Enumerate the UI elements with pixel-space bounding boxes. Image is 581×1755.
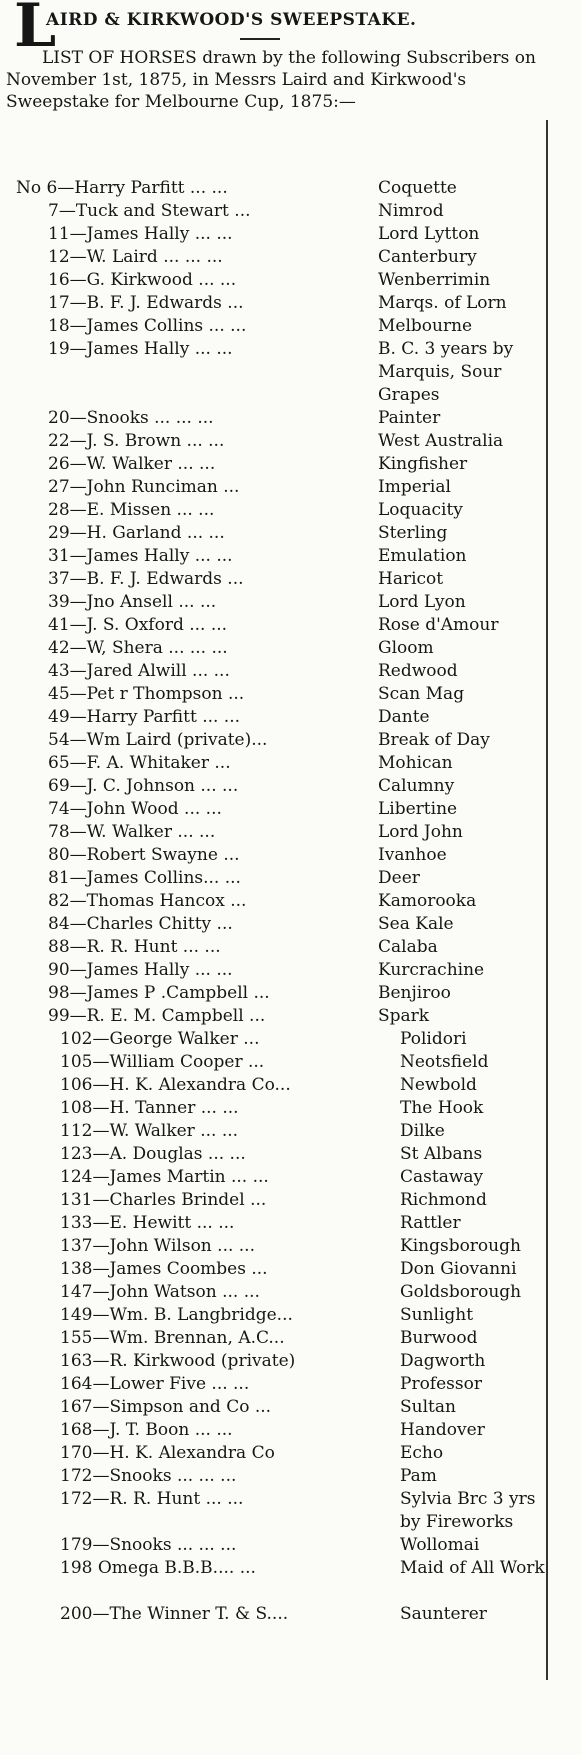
subscriber-name: No 6—Harry Parfitt ... ...	[16, 178, 228, 198]
subscriber-name: 80—Robert Swayne ...	[48, 845, 240, 865]
subscriber-name: 7—Tuck and Stewart ...	[48, 201, 251, 221]
horse-name: Pam	[400, 1466, 437, 1486]
list-item	[0, 982, 548, 1005]
horse-name: Maid of All Work	[400, 1558, 545, 1578]
list-item	[0, 1603, 548, 1626]
horse-name: Burwood	[400, 1328, 478, 1348]
list-item	[0, 660, 548, 683]
list-item	[0, 1281, 548, 1304]
subscriber-name: 42—W, Shera ... ... ...	[48, 638, 228, 658]
subscriber-name: 20—Snooks ... ... ...	[48, 408, 214, 428]
list-item	[0, 1396, 548, 1419]
horse-name: Deer	[378, 868, 420, 888]
entries-list	[0, 177, 548, 1626]
horse-name: Lord John	[378, 822, 463, 842]
horse-name: Libertine	[378, 799, 458, 819]
list-item	[0, 798, 548, 821]
list-item	[0, 246, 548, 269]
horse-name: Spark	[378, 1006, 430, 1026]
subscriber-name: 168—J. T. Boon ... ...	[60, 1420, 233, 1440]
horse-name: The Hook	[400, 1098, 484, 1118]
horse-name: Benjiroo	[378, 983, 451, 1003]
subscriber-name: 29—H. Garland ... ...	[48, 523, 225, 543]
list-item	[0, 315, 548, 338]
list-item	[0, 292, 548, 315]
list-item	[0, 1143, 548, 1166]
subscriber-name: 179—Snooks ... ... ...	[60, 1535, 237, 1555]
subscriber-name: 28—E. Missen ... ...	[48, 500, 215, 520]
subscriber-name: 105—William Cooper ...	[60, 1052, 265, 1072]
subscriber-name: 172—R. R. Hunt ... ...	[60, 1489, 244, 1509]
horse-name: Dagworth	[400, 1351, 486, 1371]
horse-name: Sultan	[400, 1397, 456, 1417]
horse-name: St Albans	[400, 1144, 483, 1164]
horse-name: Sterling	[378, 523, 448, 543]
horse-name: Professor	[400, 1374, 482, 1394]
horse-name: Emulation	[378, 546, 467, 566]
horse-name: Echo	[400, 1443, 444, 1463]
horse-name: Scan Mag	[378, 684, 465, 704]
horse-name: Coquette	[378, 178, 457, 198]
horse-name: Kingsborough	[400, 1236, 521, 1256]
list-item	[0, 177, 548, 200]
list-item	[0, 1051, 548, 1074]
subscriber-name: 147—John Watson ... ...	[60, 1282, 260, 1302]
subscriber-name: 84—Charles Chitty ...	[48, 914, 233, 934]
horse-name: Handover	[400, 1420, 485, 1440]
horse-name: Dante	[378, 707, 430, 727]
list-item	[0, 706, 548, 729]
horse-name: West Australia	[378, 431, 504, 451]
list-item	[0, 1235, 548, 1258]
list-item	[0, 890, 548, 913]
horse-name: Sylvia Brc 3 yrs by Fireworks	[400, 1489, 536, 1532]
subscriber-name: 11—James Hally ... ...	[48, 224, 233, 244]
headline-text: AIRD & KIRKWOOD'S SWEEPSTAKE.	[46, 10, 417, 30]
subscriber-name: 163—R. Kirkwood (private)	[60, 1351, 296, 1371]
horse-name: Lord Lytton	[378, 224, 480, 244]
horse-name: Redwood	[378, 661, 458, 681]
horse-name: Dilke	[400, 1121, 445, 1141]
list-item	[0, 1212, 548, 1235]
subscriber-name: 137—John Wilson ... ...	[60, 1236, 255, 1256]
list-item	[0, 936, 548, 959]
subscriber-name: 81—James Collins... ...	[48, 868, 241, 888]
list-item	[0, 591, 548, 614]
list-item	[0, 1327, 548, 1350]
list-item	[0, 1557, 548, 1603]
subscriber-name: 18—James Collins ... ...	[48, 316, 247, 336]
list-item	[0, 453, 548, 476]
horse-name: Goldsborough	[400, 1282, 522, 1302]
horse-name: Painter	[378, 408, 441, 428]
subscriber-name: 31—James Hally ... ...	[48, 546, 233, 566]
list-item	[0, 1005, 548, 1028]
horse-name: Lord Lyon	[378, 592, 466, 612]
subscriber-name: 123—A. Douglas ... ...	[60, 1144, 246, 1164]
list-item	[0, 844, 548, 867]
subscriber-name: 26—W. Walker ... ...	[48, 454, 216, 474]
subscriber-name: 65—F. A. Whitaker ...	[48, 753, 231, 773]
subscriber-name: 108—H. Tanner ... ...	[60, 1098, 239, 1118]
list-item	[0, 568, 548, 591]
subscriber-name: 138—James Coombes ...	[60, 1259, 268, 1279]
list-item	[0, 637, 548, 660]
subscriber-name: 98—James P .Campbell ...	[48, 983, 270, 1003]
headline-dropcap: L	[14, 0, 57, 61]
subscriber-name: 155—Wm. Brennan, A.C...	[60, 1328, 285, 1348]
horse-name: Don Giovanni	[400, 1259, 517, 1279]
list-item	[0, 614, 548, 637]
subscriber-name: 12—W. Laird ... ... ...	[48, 247, 223, 267]
subscriber-name: 19—James Hally ... ...	[48, 339, 233, 359]
subscriber-name: 69—J. C. Johnson ... ...	[48, 776, 239, 796]
subscriber-name: 22—J. S. Brown ... ...	[48, 431, 225, 451]
list-item	[0, 269, 548, 292]
horse-name: Rattler	[400, 1213, 461, 1233]
list-item	[0, 338, 548, 407]
horse-name: Haricot	[378, 569, 444, 589]
subscriber-name: 27—John Runciman ...	[48, 477, 240, 497]
list-item	[0, 1304, 548, 1327]
list-item	[0, 683, 548, 706]
subscriber-name: 106—H. K. Alexandra Co...	[60, 1075, 291, 1095]
list-item	[0, 1442, 548, 1465]
subscriber-name: 99—R. E. M. Campbell ...	[48, 1006, 266, 1026]
horse-name: Polidori	[400, 1029, 467, 1049]
horse-name: Rose d'Amour	[378, 615, 499, 635]
horse-name: Loquacity	[378, 500, 463, 520]
list-item	[0, 1097, 548, 1120]
list-item	[0, 200, 548, 223]
list-item	[0, 1534, 548, 1557]
subscriber-name: 112—W. Walker ... ...	[60, 1121, 239, 1141]
subscriber-name: 90—James Hally ... ...	[48, 960, 233, 980]
list-item	[0, 1166, 548, 1189]
subscriber-name: 43—Jared Alwill ... ...	[48, 661, 230, 681]
subscriber-name: 45—Pet r Thompson ...	[48, 684, 245, 704]
list-item	[0, 476, 548, 499]
subscriber-name: 200—The Winner T. & S....	[60, 1604, 289, 1624]
horse-name: B. C. 3 years by Marquis, Sour Grapes	[378, 339, 514, 405]
subscriber-name: 74—John Wood ... ...	[48, 799, 222, 819]
horse-name: Nimrod	[378, 201, 444, 221]
horse-name: Melbourne	[378, 316, 473, 336]
list-item	[0, 1350, 548, 1373]
list-item	[0, 775, 548, 798]
horse-name: Marqs. of Lorn	[378, 293, 507, 313]
list-item	[0, 499, 548, 522]
subscriber-name: 82—Thomas Hancox ...	[48, 891, 247, 911]
list-item	[0, 522, 548, 545]
subscriber-name: 170—H. K. Alexandra Co	[60, 1443, 275, 1463]
list-item	[0, 959, 548, 982]
list-item	[0, 545, 548, 568]
subscriber-name: 39—Jno Ansell ... ...	[48, 592, 217, 612]
horse-name: Gloom	[378, 638, 434, 658]
list-item	[0, 1419, 548, 1442]
horse-name: Mohican	[378, 753, 453, 773]
list-item	[0, 1488, 548, 1534]
list-item	[0, 1189, 548, 1212]
horse-name: Kurcrachine	[378, 960, 485, 980]
list-item	[0, 407, 548, 430]
subscriber-name: 54—Wm Laird (private)...	[48, 730, 268, 750]
list-item	[0, 913, 548, 936]
list-item	[0, 1258, 548, 1281]
subscriber-name: 102—George Walker ...	[60, 1029, 260, 1049]
subscriber-name: 37—B. F. J. Edwards ...	[48, 569, 244, 589]
list-item	[0, 1074, 548, 1097]
list-item	[0, 1028, 548, 1051]
list-item	[0, 430, 548, 453]
subscriber-name: 17—B. F. J. Edwards ...	[48, 293, 244, 313]
subscriber-name: 49—Harry Parfitt ... ...	[48, 707, 241, 727]
horse-name: Neotsfield	[400, 1052, 489, 1072]
horse-name: Sunlight	[400, 1305, 474, 1325]
subscriber-name: 41—J. S. Oxford ... ...	[48, 615, 228, 635]
horse-name: Sea Kale	[378, 914, 454, 934]
horse-name: Calumny	[378, 776, 455, 796]
horse-name: Ivanhoe	[378, 845, 447, 865]
subscriber-name: 133—E. Hewitt ... ...	[60, 1213, 235, 1233]
subscriber-name: 78—W. Walker ... ...	[48, 822, 216, 842]
subscriber-name: 88—R. R. Hunt ... ...	[48, 937, 221, 957]
intro-paragraph: LIST OF HORSES drawn by the following Subscribers on November 1st, 1875, in Messrs Laird and Kirkwood's Sweepstake for Melbourne Cup, 1875:—	[6, 48, 536, 112]
list-item	[0, 1465, 548, 1488]
list-item	[0, 729, 548, 752]
headline-rule	[240, 38, 280, 40]
subscriber-name: 172—Snooks ... ... ...	[60, 1466, 237, 1486]
list-item	[0, 223, 548, 246]
horse-name: Calaba	[378, 937, 438, 957]
horse-name: Canterbury	[378, 247, 477, 267]
horse-name: Kingfisher	[378, 454, 468, 474]
subscriber-name: 16—G. Kirkwood ... ...	[48, 270, 237, 290]
subscriber-name: 124—James Martin ... ...	[60, 1167, 269, 1187]
list-item	[0, 752, 548, 775]
horse-name: Kamorooka	[378, 891, 477, 911]
subscriber-name: 198 Omega B.B.B.... ...	[60, 1558, 256, 1578]
horse-name: Saunterer	[400, 1604, 487, 1624]
horse-name: Imperial	[378, 477, 451, 497]
horse-name: Break of Day	[378, 730, 490, 750]
subscriber-name: 167—Simpson and Co ...	[60, 1397, 272, 1417]
horse-name: Wollomai	[400, 1535, 480, 1555]
list-item	[0, 867, 548, 890]
horse-name: Richmond	[400, 1190, 487, 1210]
subscriber-name: 131—Charles Brindel ...	[60, 1190, 267, 1210]
horse-name: Wenberrimin	[378, 270, 491, 290]
list-item	[0, 1120, 548, 1143]
list-item	[0, 821, 548, 844]
subscriber-name: 149—Wm. B. Langbridge...	[60, 1305, 293, 1325]
list-item	[0, 1373, 548, 1396]
subscriber-name: 164—Lower Five ... ...	[60, 1374, 250, 1394]
horse-name: Castaway	[400, 1167, 484, 1187]
horse-name: Newbold	[400, 1075, 477, 1095]
